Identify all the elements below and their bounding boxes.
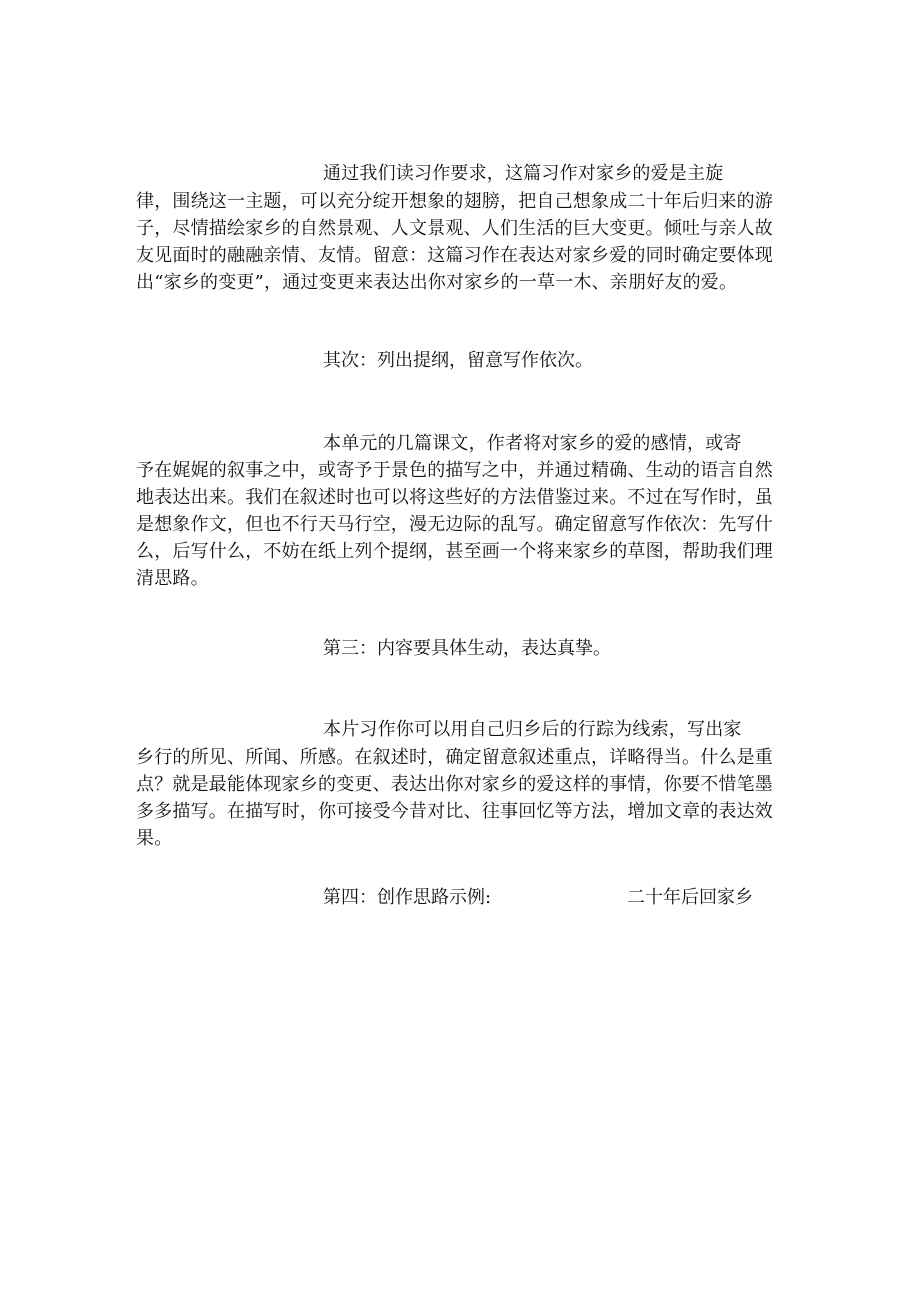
paragraph-line: 是想象作文，但也不行天马行空，漫无边际的乱写。确定留意写作依次：先写什 bbox=[136, 514, 773, 535]
paragraph-line: 清思路。 bbox=[136, 568, 209, 589]
paragraph-line: 出“家乡的变更”，通过变更来表达出你对家乡的一草一木、亲朋好友的爱。 bbox=[136, 272, 738, 293]
section-heading-2: 其次：列出提纲，留意写作依次。 bbox=[323, 350, 593, 371]
paragraph-line: 多多描写。在描写时，你可接受今昔对比、往事回忆等方法，增加文章的表达效 bbox=[136, 801, 773, 822]
paragraph-line: 点？就是最能体现家乡的变更、表达出你对家乡的爱这样的事情，你要不惜笔墨 bbox=[136, 774, 773, 795]
paragraph-line: 本片习作你可以用自己归乡后的行踪为线索，写出家 bbox=[323, 719, 742, 740]
paragraph-line: 果。 bbox=[136, 828, 173, 849]
paragraph-line: 地表达出来。我们在叙述时也可以将这些好的方法借鉴过来。不过在写作时，虽 bbox=[136, 487, 773, 508]
paragraph-line: 子，尽情描绘家乡的自然景观、人文景观、人们生活的巨大变更。倾吐与亲人故 bbox=[136, 218, 773, 239]
paragraph-line: 本单元的几篇课文，作者将对家乡的爱的感情，或寄 bbox=[323, 433, 742, 454]
section-heading-3: 第三：内容要具体生动，表达真挚。 bbox=[323, 638, 611, 659]
example-title: 二十年后回家乡 bbox=[627, 887, 753, 908]
paragraph-line: 予在娓娓的叙事之中，或寄予于景色的描写之中，并通过精确、生动的语言自然 bbox=[136, 460, 773, 481]
paragraph-line: 乡行的所见、所闻、所感。在叙述时，确定留意叙述重点，详略得当。什么是重 bbox=[136, 747, 773, 768]
section-heading-4: 第四：创作思路示例: bbox=[323, 887, 492, 908]
paragraph-line: 律，围绕这一主题，可以充分绽开想象的翅膀，把自己想象成二十年后归来的游 bbox=[136, 191, 773, 212]
paragraph-line: 通过我们读习作要求，这篇习作对家乡的爱是主旋 bbox=[323, 163, 724, 184]
paragraph-line: 么，后写什么，不妨在纸上列个提纲，甚至画一个将来家乡的草图，帮助我们理 bbox=[136, 541, 773, 562]
paragraph-line: 友见面时的融融亲情、友情。留意：这篇习作在表达对家乡爱的同时确定要体现 bbox=[136, 245, 773, 266]
